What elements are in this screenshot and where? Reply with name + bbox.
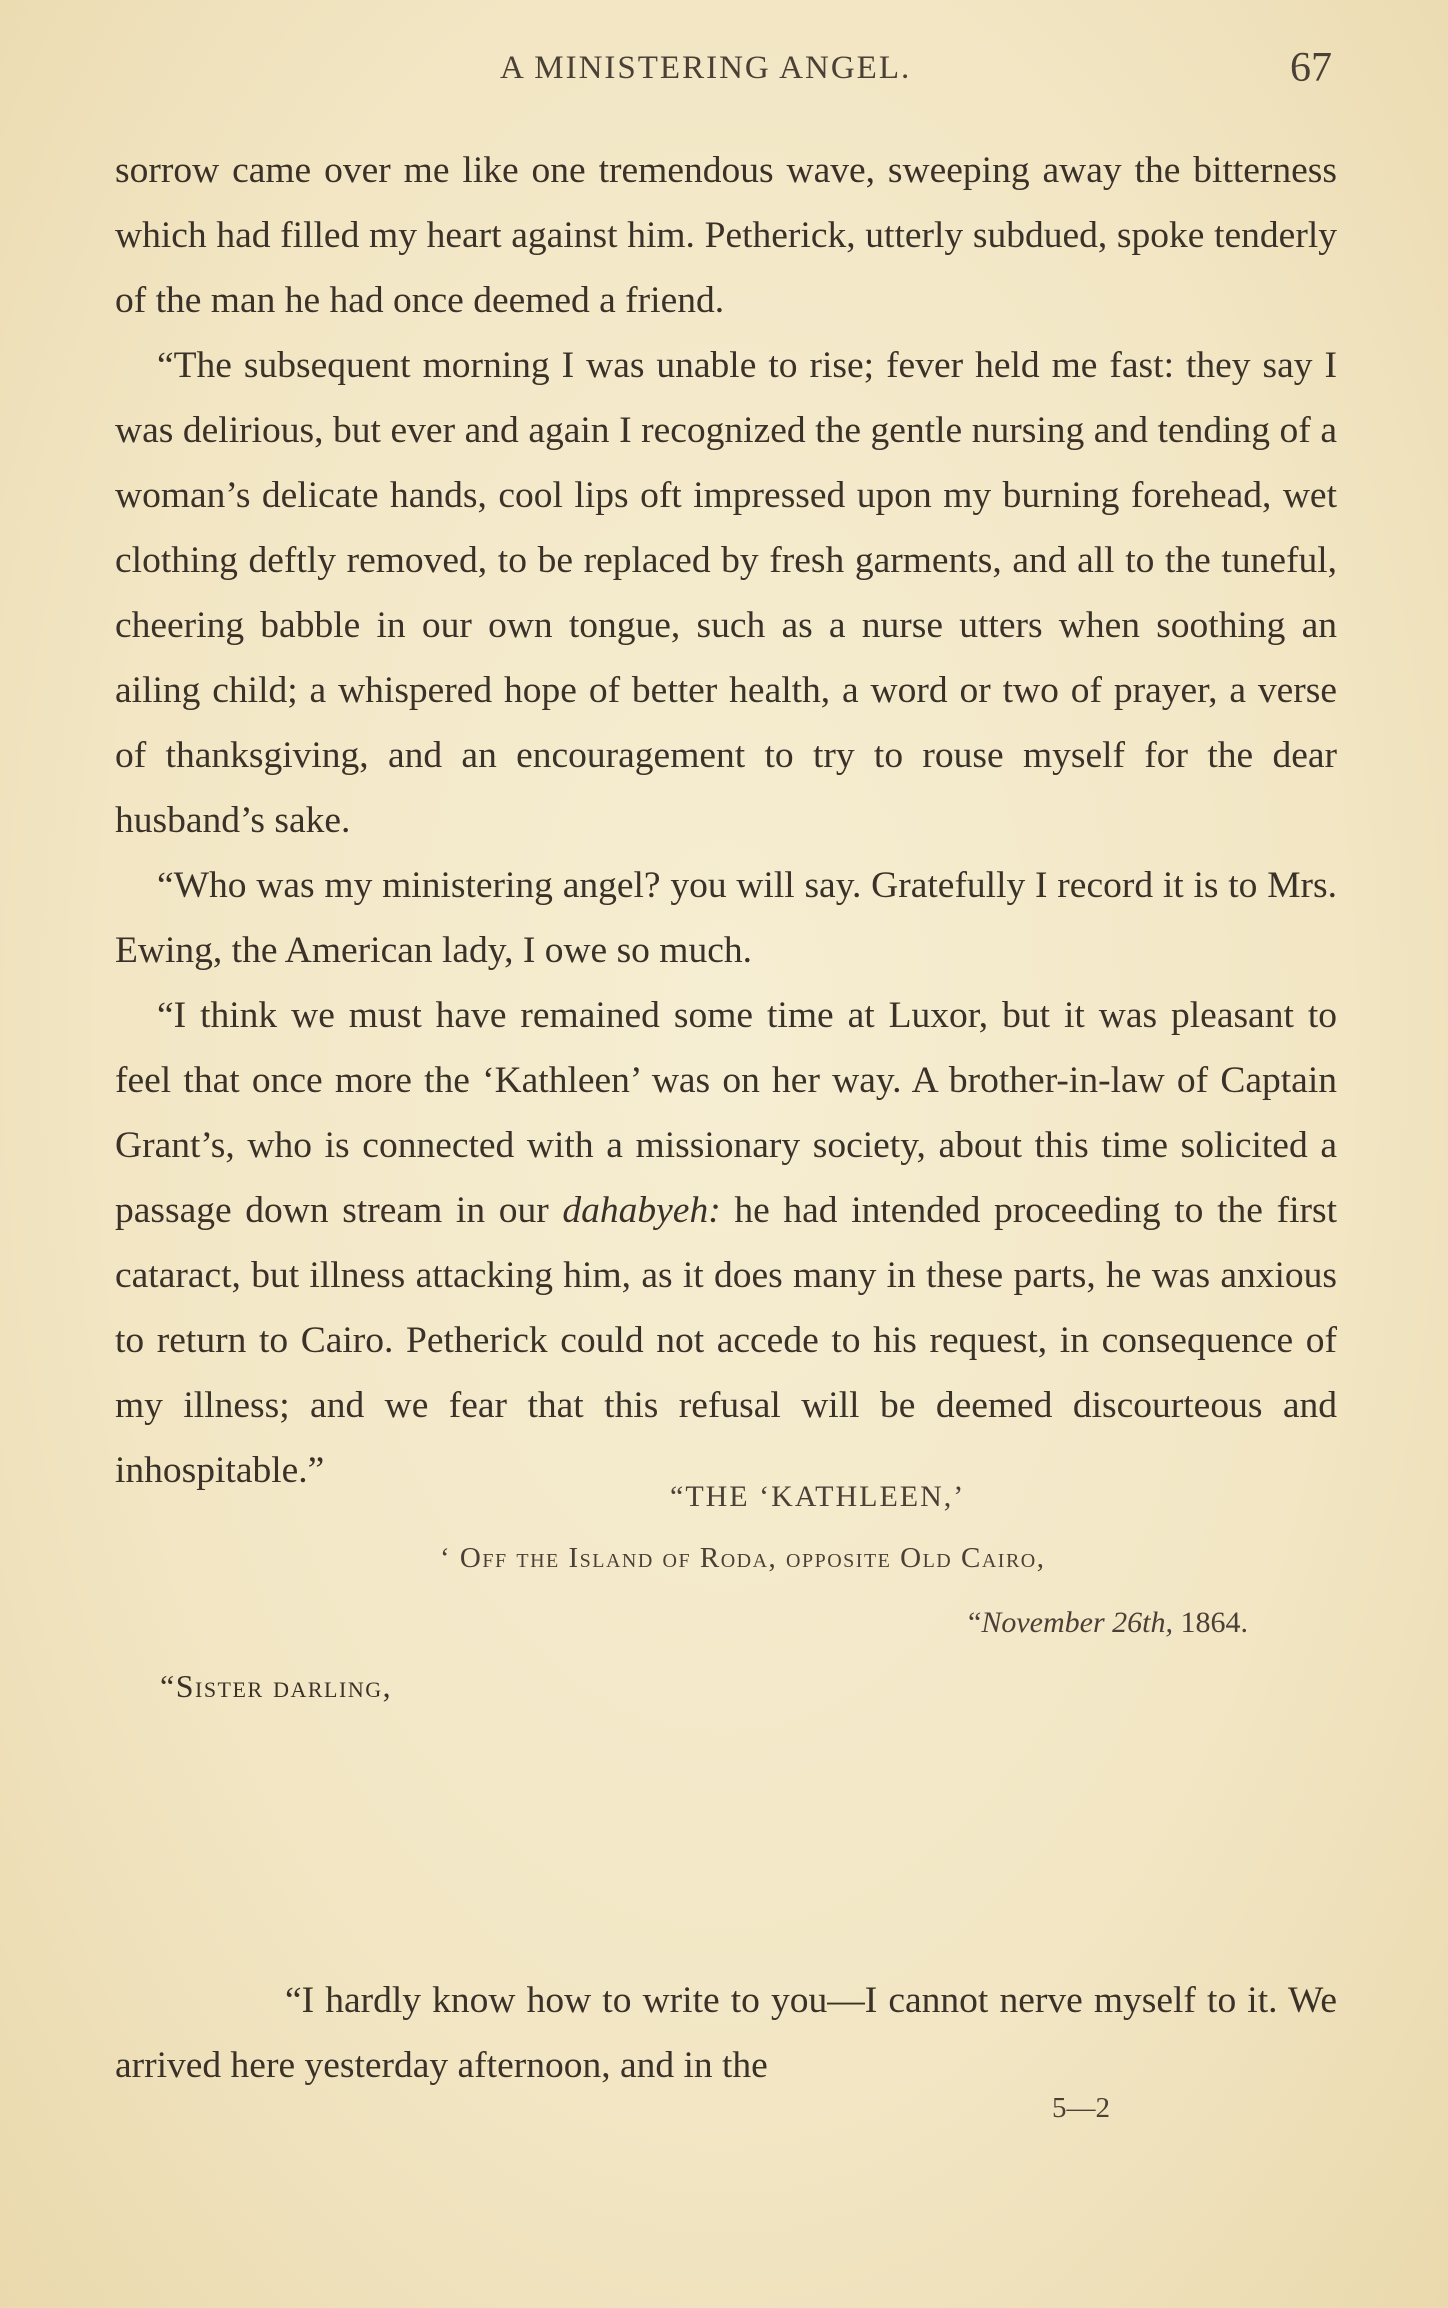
letter-date <box>968 1606 1248 1640</box>
letter-paragraph: “I hardly know how to write to you—I cannot nerve myself to it. We arrived here yesterday afternoon, and in the <box>115 1980 1337 2086</box>
paragraph-3: “Who was my ministering angel? you will say. Gratefully I record it is to Mrs. Ewing, the American lady, I owe so much. <box>115 865 1337 971</box>
page-number: 67 <box>1290 45 1332 91</box>
letter-date-day: 26th, <box>1112 1606 1173 1639</box>
letter-date-year: 1864. <box>1172 1606 1248 1639</box>
running-header: A MINISTERING ANGEL. <box>500 50 912 86</box>
letter-location: ‘ Off the Island of Roda, opposite Old Cairo, <box>440 1542 1046 1574</box>
letter-salutation: “Sister darling, <box>160 1668 393 1704</box>
paragraph-4-text-a: “I think we must have remained some time at Luxor, but it was pleasant to feel that once more the ‘Kathleen’ was on her way. A brother-in-law of Captain Grant’s, who is connected with a missionary society, about this time solicited a passage down stream in our <box>115 995 1337 1231</box>
paragraph-4-text-b: he had intended proceeding to the first cataract, but illness attacking him, as it does many in these parts, he was anxious to return to Cairo. Petherick could not accede to his request, in consequence of my illness; and we fear that this refusal will be deemed discourteous and inhospitable.” <box>115 1190 1337 1491</box>
letter-date-quote: “ <box>968 1606 982 1639</box>
paragraph-4-italic-term: dahabyeh: <box>562 1190 721 1231</box>
paragraph-2: “The subsequent morning I was unable to rise; fever held me fast: they say I was delirious, but ever and again I recognized the gentle nursing and tending of a woman’s delicate hands, cool lips oft impressed upon my burning forehead, wet clothing deftly removed, to be replaced by fresh garments, and all to the tuneful, cheering babble in our own tongue, such as a nurse utters when soothing an ailing child; a whispered hope of better health, a word or two of prayer, a verse of thanksgiving, and an encouragement to try to rouse myself for the dear husband’s sake. <box>115 345 1337 841</box>
paragraph-4 <box>115 983 1337 1503</box>
letter-body <box>115 1968 1337 2098</box>
letter-date-month: November <box>981 1606 1105 1639</box>
body-text <box>115 138 1337 1503</box>
paragraph-1: sorrow came over me like one tremendous wave, sweeping away the bitterness which had filled my heart against him. Petherick, utterly subdued, spoke tenderly of the man he had once deemed a friend. <box>115 150 1337 321</box>
letter-heading: “THE ‘KATHLEEN,’ <box>670 1480 966 1513</box>
printer-signature-mark: 5—2 <box>1052 2092 1110 2124</box>
